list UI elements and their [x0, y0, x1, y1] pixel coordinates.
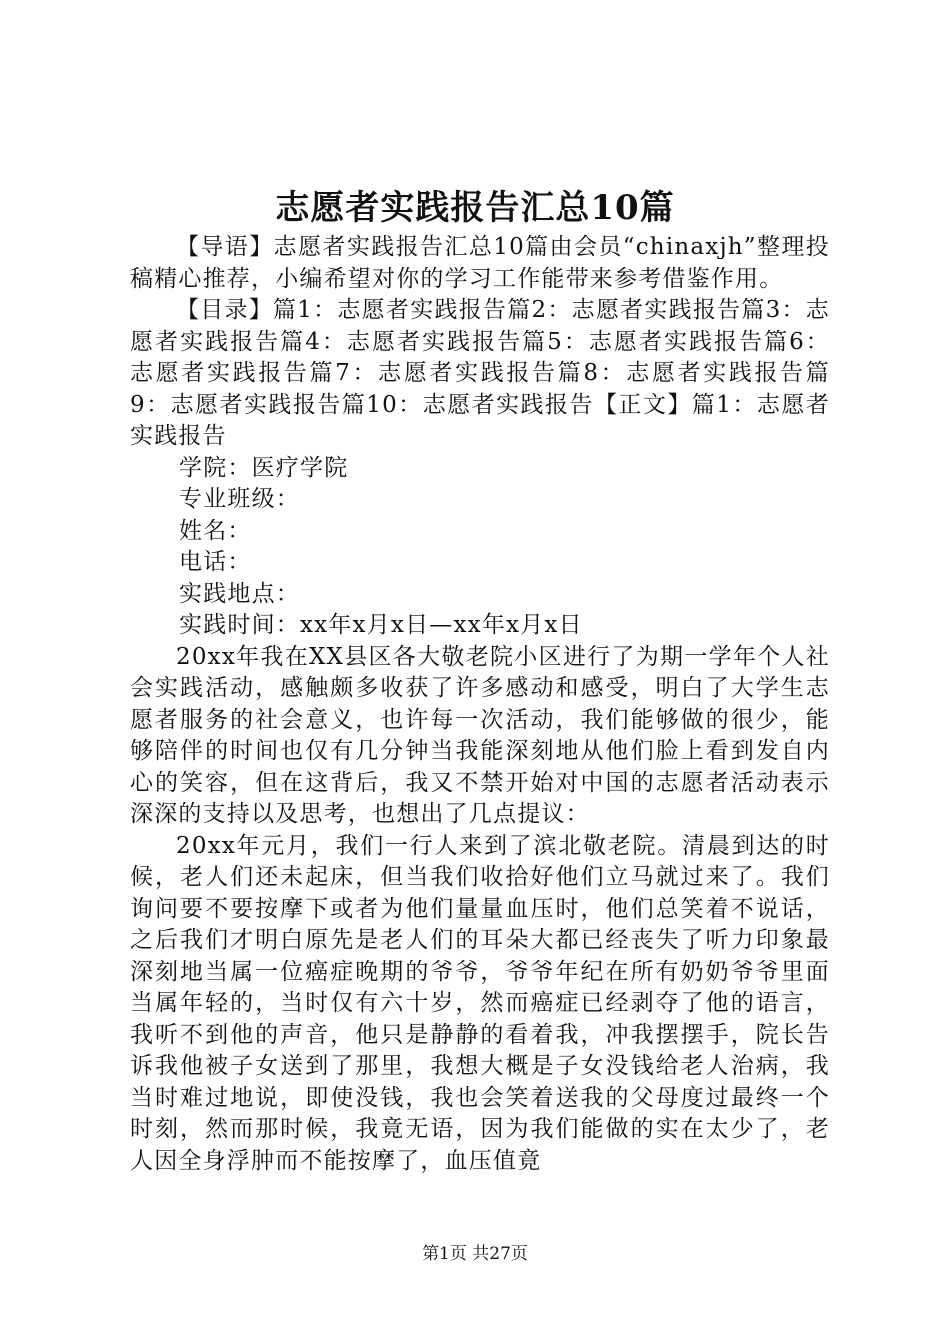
body-paragraph: 20xx年我在XX县区各大敬老院小区进行了为期一学年个人社会实践活动，感触颇多收获了许多感动和感受，明白了大学生志愿者服务的社会意义，也许每一次活动，我们能够做的很少，能够陪伴的时间也仅有几分钟当我能深刻地从他们脸上看到发自内心的笑容，但在这背后，我又不禁开始对中国的志愿者活动表示深深的支持以及思考，也想出了几点提议：: [130, 643, 830, 827]
field-phone: 电话：: [179, 549, 252, 575]
page-number: 第1页 共27页: [422, 1244, 528, 1264]
field-class: 专业班级：: [179, 486, 300, 512]
field-name: 姓名：: [179, 517, 252, 544]
document-body: [130, 232, 830, 1177]
toc-paragraph: 【目录】篇1：志愿者实践报告篇2：志愿者实践报告篇3：志愿者实践报告篇4：志愿者实践报告篇5：志愿者实践报告篇6：志愿者实践报告篇7：志愿者实践报告篇8：志愿者实践报告篇9：志愿者实践报告篇10：志愿者实践报告【正文】篇1：志愿者实践报告: [130, 297, 830, 449]
intro-paragraph: 【导语】志愿者实践报告汇总10篇由会员“chinaxjh”整理投稿精心推荐，小编希望对你的学习工作能带来参考借鉴作用。: [130, 234, 830, 292]
document-title: 志愿者实践报告汇总10篇: [275, 188, 675, 228]
field-location: 实践地点：: [179, 580, 300, 607]
body-paragraph: 20xx年元月，我们一行人来到了滨北敬老院。清晨到达的时候，老人们还未起床，但当我们收拾好他们立马就过来了。我们询问要不要按摩下或者为他们量量血压时，他们总笑着不说话，之后我们才明白原先是老人们的耳朵大都已经丧失了听力印象最深刻地当属一位癌症晚期的爷爷，爷爷年纪在所有奶奶爷爷里面当属年轻的，当时仅有六十岁，然而癌症已经剥夺了他的语言，我听不到他的声音，他只是静静的看着我，冲我摆摆手，院长告诉我他被子女送到了那里，我想大概是子女没钱给老人治病，我当时难过地说，即使没钱，我也会笑着送我的父母度过最终一个时刻，然而那时候，我竟无语，因为我们能做的实在太少了，老人因全身浮肿而不能按摩了，血压值竟: [130, 832, 830, 1174]
field-time: 实践时间：xx年x月x日—xx年x月x日: [179, 612, 583, 638]
field-college: 学院：医疗学院: [179, 454, 349, 481]
